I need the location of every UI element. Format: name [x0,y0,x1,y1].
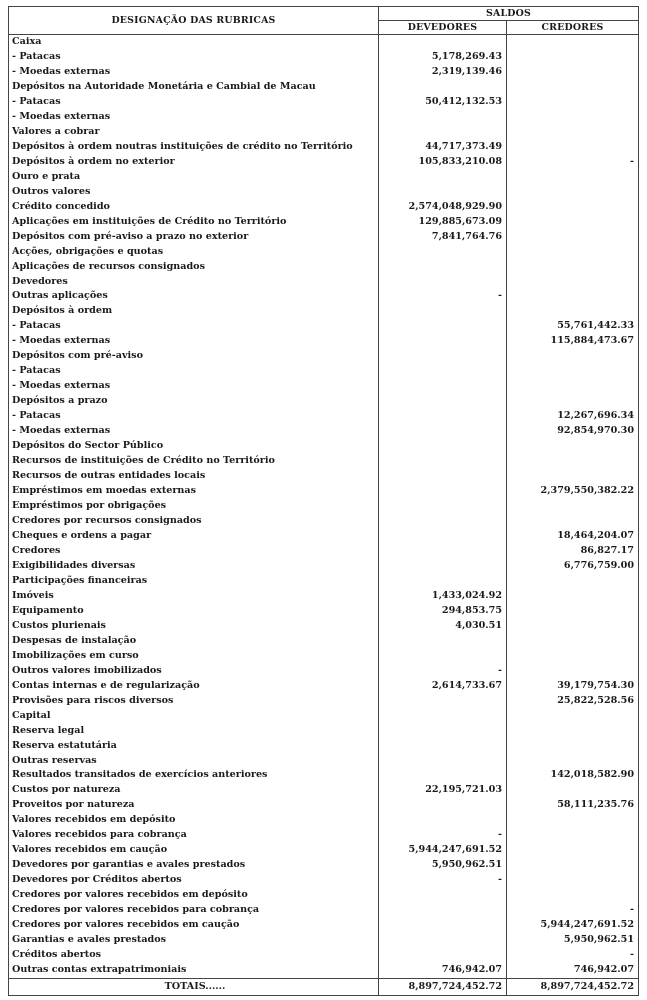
row-debit: 4,030.51 [379,619,507,634]
row-debit [379,424,507,439]
row-label: Depósitos a prazo [9,394,379,409]
row-debit [379,379,507,394]
row-label: Empréstimos por obrigações [9,499,379,514]
credit-header: CREDORES [507,21,639,35]
row-debit [379,918,507,933]
row-debit: 2,574,048,929.90 [379,200,507,215]
row-credit [507,379,639,394]
row-credit [507,245,639,260]
row-credit [507,634,639,649]
row-credit [507,439,639,454]
row-debit [379,170,507,185]
row-credit [507,394,639,409]
row-label: Valores recebidos em depósito [9,813,379,828]
row-debit [379,245,507,260]
row-debit: 5,944,247,691.52 [379,843,507,858]
table-row [9,664,639,679]
table-row [9,289,639,304]
row-debit: 44,717,373.49 [379,140,507,155]
table-row [9,709,639,724]
row-label: - Patacas [9,364,379,379]
row-credit [507,260,639,275]
row-credit [507,364,639,379]
row-credit [507,215,639,230]
row-credit [507,304,639,319]
row-credit [507,783,639,798]
table-row [9,754,639,769]
table-row [9,619,639,634]
row-label: Recursos de instituições de Crédito no Território [9,454,379,469]
row-debit [379,304,507,319]
row-credit [507,709,639,724]
table-row [9,439,639,454]
row-label: Equipamento [9,604,379,619]
table-row [9,245,639,260]
row-debit: 1,433,024.92 [379,589,507,604]
row-label: - Patacas [9,50,379,65]
table-row [9,499,639,514]
table-row [9,95,639,110]
row-debit [379,469,507,484]
table-row [9,694,639,709]
table-row [9,50,639,65]
row-credit [507,514,639,529]
row-debit [379,544,507,559]
row-label: Outras aplicações [9,289,379,304]
row-debit: 50,412,132.53 [379,95,507,110]
row-credit: 86,827.17 [507,544,639,559]
table-row [9,80,639,95]
row-debit [379,35,507,50]
row-credit: - [507,948,639,963]
row-credit [507,589,639,604]
row-debit [379,454,507,469]
table-row [9,559,639,574]
row-credit [507,604,639,619]
row-credit: 2,379,550,382.22 [507,484,639,499]
row-debit [379,754,507,769]
row-debit [379,888,507,903]
table-row [9,155,639,170]
row-debit: 2,319,139.46 [379,65,507,80]
row-label: Provisões para riscos diversos [9,694,379,709]
table-row [9,304,639,319]
table-row [9,544,639,559]
row-credit [507,469,639,484]
row-label: Depósitos com pré-aviso a prazo no exterior [9,230,379,245]
table-row [9,364,639,379]
table-row [9,379,639,394]
row-label: Recursos de outras entidades locais [9,469,379,484]
row-label: Outros valores imobilizados [9,664,379,679]
row-credit [507,200,639,215]
row-credit: 5,950,962.51 [507,933,639,948]
row-debit: - [379,828,507,843]
row-credit [507,499,639,514]
row-debit: - [379,873,507,888]
row-label: Aplicações de recursos consignados [9,260,379,275]
debit-header: DEVEDORES [379,21,507,35]
row-label: Reserva estatutária [9,739,379,754]
totals-row [9,979,639,996]
table-row [9,768,639,783]
row-credit [507,754,639,769]
row-label: Capital [9,709,379,724]
row-label: Valores a cobrar [9,125,379,140]
row-debit [379,334,507,349]
row-debit: 5,178,269.43 [379,50,507,65]
row-label: Participações financeiras [9,574,379,589]
table-row [9,963,639,978]
table-row [9,649,639,664]
row-debit [379,574,507,589]
balances-header: SALDOS [379,7,639,21]
row-debit [379,514,507,529]
row-label: Depósitos com pré-aviso [9,349,379,364]
row-debit [379,125,507,140]
row-label: Caixa [9,35,379,50]
row-credit [507,664,639,679]
table-row [9,469,639,484]
row-credit [507,230,639,245]
table-row [9,574,639,589]
table-row [9,349,639,364]
row-label: Valores recebidos para cobrança [9,828,379,843]
row-debit [379,185,507,200]
row-debit: 129,885,673.09 [379,215,507,230]
row-label: Crédito concedido [9,200,379,215]
row-label: Depósitos na Autoridade Monetária e Cambial de Macau [9,80,379,95]
table-row [9,200,639,215]
row-debit [379,724,507,739]
row-debit [379,634,507,649]
row-label: - Moedas externas [9,424,379,439]
table-row [9,798,639,813]
row-debit [379,768,507,783]
row-credit [507,35,639,50]
row-label: Despesas de instalação [9,634,379,649]
row-credit: 5,944,247,691.52 [507,918,639,933]
table-row [9,843,639,858]
row-label: Depósitos do Sector Público [9,439,379,454]
row-label: Custos por natureza [9,783,379,798]
row-debit [379,484,507,499]
table-row [9,828,639,843]
row-label: Credores por valores recebidos para cobrança [9,903,379,918]
table-row [9,514,639,529]
row-credit [507,739,639,754]
row-label: Contas internas e de regularização [9,679,379,694]
row-credit [507,828,639,843]
row-debit: - [379,289,507,304]
row-label: - Patacas [9,319,379,334]
row-debit: 22,195,721.03 [379,783,507,798]
row-debit [379,649,507,664]
table-row [9,424,639,439]
table-row [9,724,639,739]
row-debit [379,499,507,514]
row-debit: 2,614,733.67 [379,679,507,694]
row-credit [507,110,639,125]
row-label: Ouro e prata [9,170,379,185]
row-credit: 55,761,442.33 [507,319,639,334]
row-credit: 6,776,759.00 [507,559,639,574]
row-label: Credores por recursos consignados [9,514,379,529]
row-debit [379,813,507,828]
row-debit: 105,833,210.08 [379,155,507,170]
row-credit [507,289,639,304]
row-debit [379,948,507,963]
row-credit [507,140,639,155]
table-row [9,230,639,245]
table-row [9,65,639,80]
row-label: Credores por valores recebidos em depósito [9,888,379,903]
row-label: Outras reservas [9,754,379,769]
table-row [9,813,639,828]
row-debit [379,439,507,454]
table-row [9,334,639,349]
totals-label: TOTAIS...... [9,979,379,996]
row-debit [379,275,507,290]
table-row [9,918,639,933]
designation-header: DESIGNAÇÃO DAS RUBRICAS [9,7,379,35]
row-debit [379,798,507,813]
row-debit [379,409,507,424]
row-label: - Patacas [9,95,379,110]
table-row [9,35,639,50]
table-row [9,454,639,469]
row-label: Depósitos à ordem noutras instituições de crédito no Território [9,140,379,155]
row-debit [379,694,507,709]
table-body [9,35,639,979]
row-credit [507,649,639,664]
row-debit [379,260,507,275]
row-credit: - [507,903,639,918]
row-label: - Patacas [9,409,379,424]
totals-debit: 8,897,724,452.72 [379,979,507,996]
table-row [9,634,639,649]
row-debit [379,319,507,334]
row-label: Depósitos à ordem [9,304,379,319]
table-row [9,484,639,499]
row-label: Credores [9,544,379,559]
row-label: Devedores por garantias e avales prestados [9,858,379,873]
table-row [9,275,639,290]
row-credit: 25,822,528.56 [507,694,639,709]
row-credit [507,843,639,858]
row-credit: 58,111,235.76 [507,798,639,813]
row-credit [507,813,639,828]
row-debit [379,394,507,409]
row-credit: 18,464,204.07 [507,529,639,544]
table-row [9,260,639,275]
table-row [9,948,639,963]
table-row [9,739,639,754]
row-credit [507,349,639,364]
row-label: Exigibilidades diversas [9,559,379,574]
row-debit [379,529,507,544]
table-row [9,604,639,619]
row-credit [507,275,639,290]
row-debit [379,739,507,754]
row-debit [379,349,507,364]
row-debit [379,903,507,918]
row-debit [379,709,507,724]
row-label: - Moedas externas [9,110,379,125]
table-row [9,529,639,544]
row-label: - Moedas externas [9,379,379,394]
row-credit [507,95,639,110]
row-debit [379,933,507,948]
row-label: Reserva legal [9,724,379,739]
row-label: Custos plurienais [9,619,379,634]
row-debit [379,110,507,125]
row-credit [507,50,639,65]
row-label: Créditos abertos [9,948,379,963]
row-label: Garantias e avales prestados [9,933,379,948]
row-credit [507,574,639,589]
table-row [9,888,639,903]
table-row [9,215,639,230]
table-row [9,589,639,604]
table-row [9,873,639,888]
row-credit [507,619,639,634]
row-debit [379,80,507,95]
row-label: Devedores [9,275,379,290]
row-credit: 746,942.07 [507,963,639,978]
table-row [9,110,639,125]
row-credit [507,858,639,873]
table-row [9,679,639,694]
row-debit [379,364,507,379]
row-credit: 39,179,754.30 [507,679,639,694]
row-label: Depósitos à ordem no exterior [9,155,379,170]
row-credit [507,65,639,80]
row-credit [507,185,639,200]
row-debit: 294,853.75 [379,604,507,619]
row-label: Outros valores [9,185,379,200]
row-label: Empréstimos em moedas externas [9,484,379,499]
table-row [9,125,639,140]
row-label: Resultados transitados de exercícios anteriores [9,768,379,783]
table-row [9,185,639,200]
row-credit [507,454,639,469]
table-row [9,409,639,424]
balance-sheet-table [8,6,639,996]
row-credit [507,125,639,140]
row-debit [379,559,507,574]
table-row [9,140,639,155]
row-label: Devedores por Créditos abertos [9,873,379,888]
table-row [9,394,639,409]
row-debit: 7,841,764.76 [379,230,507,245]
row-debit: 5,950,962.51 [379,858,507,873]
row-label: - Moedas externas [9,65,379,80]
row-credit: 12,267,696.34 [507,409,639,424]
row-credit: - [507,155,639,170]
row-debit: - [379,664,507,679]
row-label: Credores por valores recebidos em caução [9,918,379,933]
row-credit: 115,884,473.67 [507,334,639,349]
row-label: Imóveis [9,589,379,604]
row-credit [507,170,639,185]
row-debit: 746,942.07 [379,963,507,978]
row-label: - Moedas externas [9,334,379,349]
table-row [9,783,639,798]
table-row [9,933,639,948]
table-row [9,319,639,334]
row-label: Outras contas extrapatrimoniais [9,963,379,978]
row-credit [507,873,639,888]
row-label: Aplicações em instituições de Crédito no Território [9,215,379,230]
row-credit: 92,854,970.30 [507,424,639,439]
table-row [9,903,639,918]
row-credit: 142,018,582.90 [507,768,639,783]
row-credit [507,80,639,95]
row-credit [507,888,639,903]
row-label: Imobilizações em curso [9,649,379,664]
table-row [9,170,639,185]
row-label: Valores recebidos em caução [9,843,379,858]
totals-credit: 8,897,724,452.72 [507,979,639,996]
row-label: Proveitos por natureza [9,798,379,813]
row-label: Cheques e ordens a pagar [9,529,379,544]
row-label: Acções, obrigações e quotas [9,245,379,260]
table-row [9,858,639,873]
row-credit [507,724,639,739]
